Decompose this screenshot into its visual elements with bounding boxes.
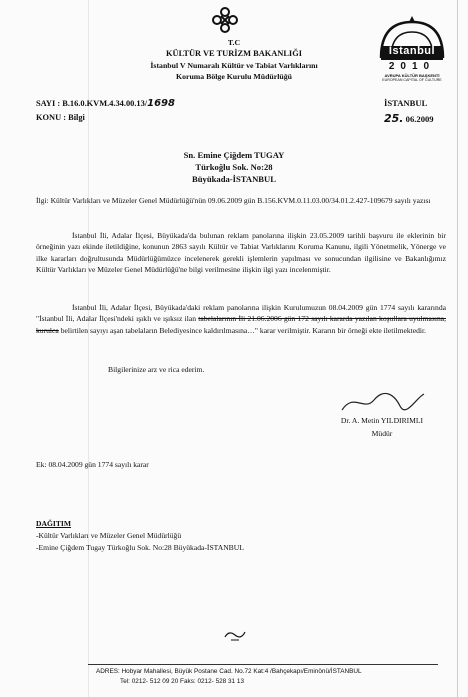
city: İSTANBUL <box>384 98 428 108</box>
distribution-label: DAĞITIM <box>36 519 72 528</box>
logo-tagline-en: EUROPEAN CAPITAL OF CULTURE <box>382 78 442 82</box>
ministry-emblem-icon <box>211 6 239 34</box>
sayi-label: SAYI <box>36 99 56 108</box>
ornament-icon <box>223 628 247 642</box>
recipient-name: Sn. Emine Çiğdem TUGAY <box>183 150 285 160</box>
date-line <box>384 112 434 125</box>
signer-title: Müdür <box>371 429 393 438</box>
reference-label: İlgi: <box>36 196 49 205</box>
logo-word: İstanbul <box>388 45 436 57</box>
konu-value: : Bilgi <box>63 113 85 122</box>
recipient-district: Büyükada-İSTANBUL <box>192 174 276 184</box>
logo-year: 2010 <box>388 61 436 72</box>
konu-line <box>36 113 85 122</box>
paragraph-2-struck: tabelalarının İli 21.06.2006 gün 172 sayılı kararda yazılan koşullara uyulmasına, kurulca <box>36 314 447 335</box>
reference-text: Kültür Varlıkları ve Müzeler Genel Müdürlüğü'nün 09.06.2009 gün B.156.KVM.0.11.03.00/34.01.2.427-109679 sayılı yazısı <box>50 196 431 205</box>
paragraph-2 <box>36 302 446 336</box>
paragraph-2-a: İstanbul İli, Adalar İlçesi, Büyükada'daki reklam panolarına ilişkin Kurulumuzun 08.04.2009 gün 1774 sayılı kararında "İstanbul İli, Adalar İlçesi'ndeki ışıklı ve ışıksız ilan <box>36 303 446 324</box>
footer-phones: Tel: 0212- 512 09 20 Faks: 0212- 528 31 13 <box>120 678 244 685</box>
istanbul-2010-logo <box>373 16 451 88</box>
header-ministry: KÜLTÜR VE TURİZM BAKANLIĞI <box>166 49 302 58</box>
header-tc: T.C <box>227 38 241 47</box>
scan-edge-line <box>457 0 458 697</box>
signer-name: Dr. A. Metin YILDIRIMLI <box>340 416 424 425</box>
distribution-item: -Kültür Varlıkları ve Müzeler Genel Müdürlüğü <box>36 531 182 540</box>
sayi-handwritten: 1698 <box>147 98 175 109</box>
recipient-street: Türkoğlu Sok. No:28 <box>195 162 273 172</box>
date-rest: 06.2009 <box>403 114 434 124</box>
logo-tagline: AVRUPA KÜLTÜR BAŞKENTİ <box>384 73 440 78</box>
footer-rule <box>88 664 438 665</box>
reference <box>36 195 446 206</box>
distribution-item: -Emine Çiğdem Tugay Türkoğlu Sok. No:28 Büyükada-İSTANBUL <box>36 543 244 552</box>
attachment: Ek: 08.04.2009 gün 1774 sayılı karar <box>36 460 149 469</box>
closing: Bilgilerinize arz ve rica ederim. <box>108 365 205 374</box>
header-board: Koruma Bölge Kurulu Müdürlüğü <box>176 72 292 81</box>
sayi-line <box>36 98 175 109</box>
signature-icon <box>338 388 428 416</box>
konu-label: KONU <box>36 113 62 122</box>
paragraph-2-b: belirtilen sayıyı aşan tabelaların Belediyesince kaldırılmasına…" karar verilmiştir. Kararın bir örneği ekte iletilmektedir. <box>60 325 427 335</box>
header-office: İstanbul V Numaralı Kültür ve Tabiat Varlıklarını <box>150 61 318 70</box>
paragraph-1: İstanbul İli, Adalar İlçesi, Büyükada'da bulunan reklam panolarına ilişkin 23.05.2009 tarihli başvuru ile eklerinin bir örneğinin yazı ekinde iletildiğine, konunun 2863 sayılı Kültür ve Tabiat Varlıklarını Koruma Kanunu, ilgili Yönetmelik, Yönerge ve ilke kararları doğrultusunda Müdürlüğümüzce incelenerek gerekli işlemlerin yapılması ve sonucundan ilgilisine ve Bakanlığımız Kültür Varlıkları ve Müzeler Genel Müdürlüğü'ne bilgi verilmesine ilişkin ilgi yazı incelenmiştir. <box>36 231 446 275</box>
date-handwritten: 25. <box>384 112 404 125</box>
sayi-value: : B.16.0.KVM.4.34.00.13/ <box>57 99 148 108</box>
footer-address: ADRES: Hobyar Mahallesi, Büyük Postane Cad. No.72 Kat:4 /Bahçekapı/Eminönü/İSTANBUL <box>96 668 362 675</box>
